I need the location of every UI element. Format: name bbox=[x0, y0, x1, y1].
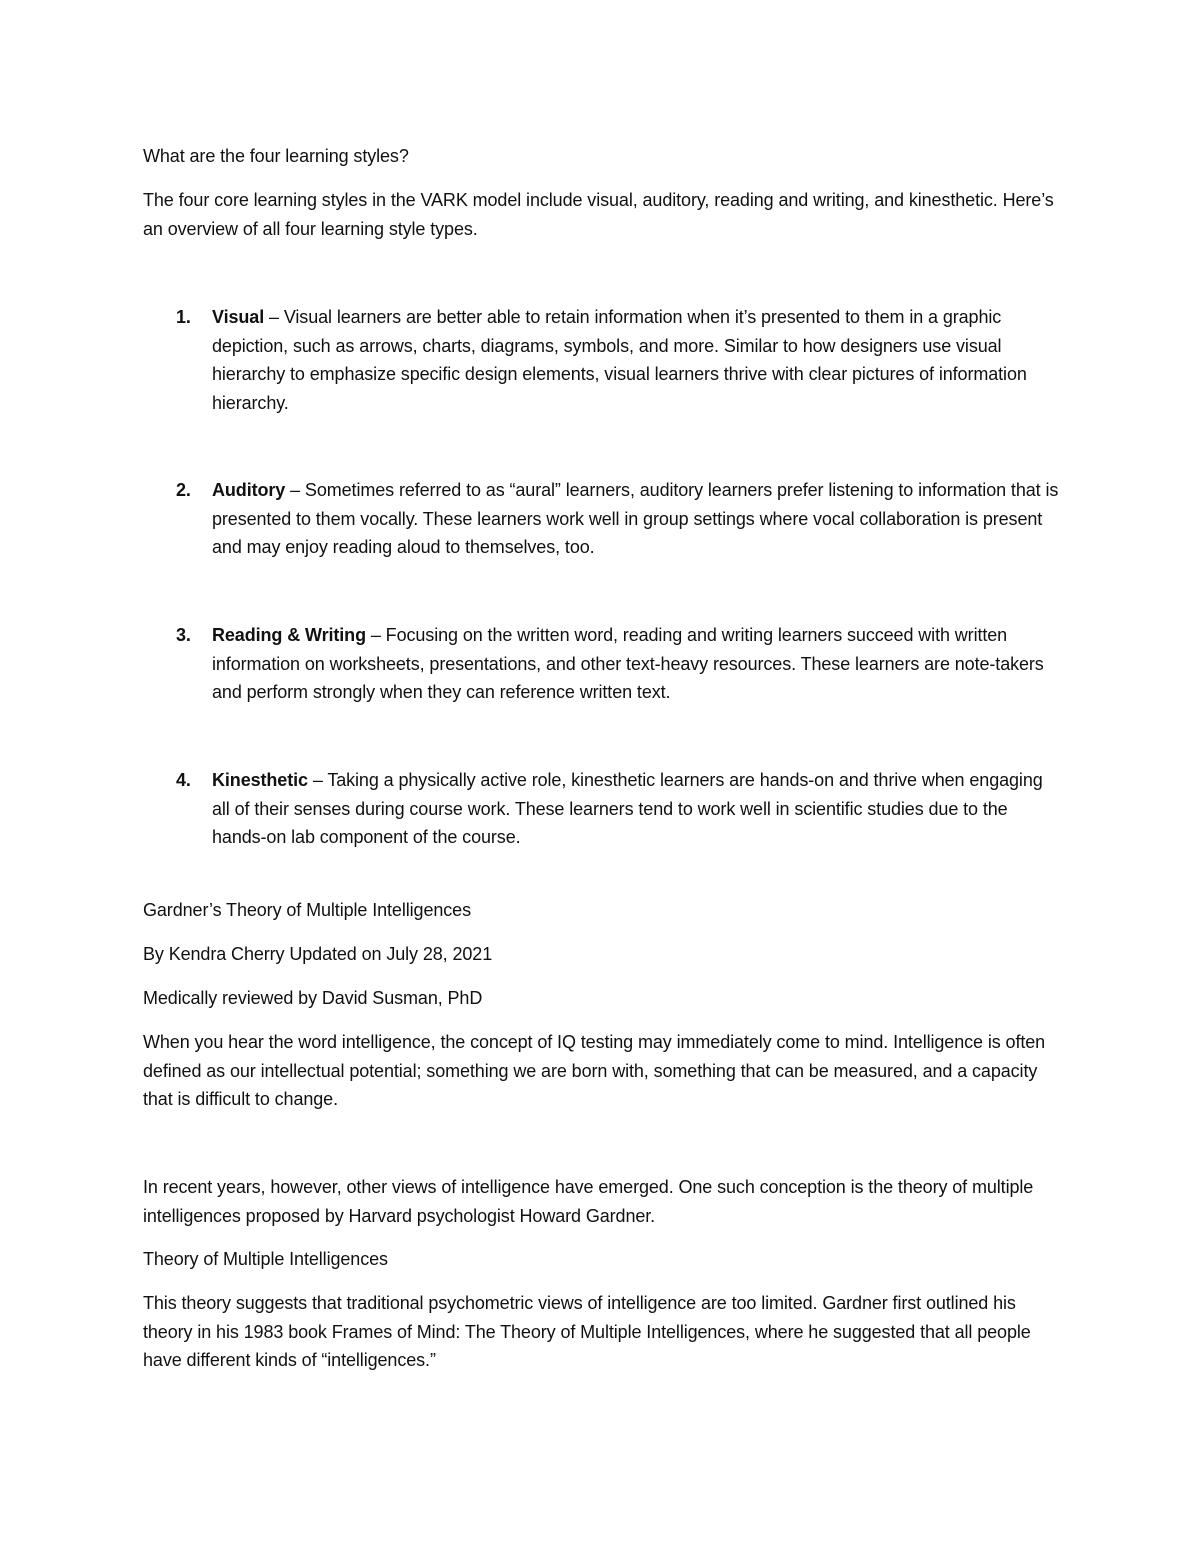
article-subheading: Theory of Multiple Intelligences bbox=[143, 1249, 388, 1269]
list-item-body bbox=[212, 476, 1063, 562]
article-reviewer: Medically reviewed by David Susman, PhD bbox=[143, 988, 483, 1008]
list-item-term: Visual bbox=[212, 307, 265, 327]
list-item bbox=[143, 303, 1063, 417]
list-item-text: – Focusing on the written word, reading and writing learners succeed with written information on worksheets, presentations, and other text-heavy resources. These learners are note-takers and perform strongly when they can reference written text. bbox=[212, 625, 1044, 702]
list-number: 3. bbox=[176, 625, 191, 645]
list-item bbox=[143, 766, 1063, 852]
list-item-body bbox=[212, 621, 1063, 707]
article-byline: By Kendra Cherry Updated on July 28, 2021 bbox=[143, 944, 493, 964]
list-item-term: Reading & Writing bbox=[212, 625, 366, 645]
list-item-body bbox=[212, 766, 1063, 852]
list-number: 2. bbox=[176, 480, 191, 500]
article-paragraph: In recent years, however, other views of intelligence have emerged. One such conception is the theory of multiple intelligences proposed by Harvard psychologist Howard Gardner. bbox=[143, 1177, 1034, 1226]
article-paragraph: This theory suggests that traditional psychometric views of intelligence are too limited. Gardner first outlined his theory in his 1983 book Frames of Mind: The Theory of Multiple Intelligences, where he suggested that all people have different kinds of “intelligences.” bbox=[143, 1293, 1031, 1370]
list-item bbox=[143, 476, 1063, 562]
intro-paragraph: The four core learning styles in the VARK model include visual, auditory, reading and writing, and kinesthetic. Here’s an overview of all four learning style types. bbox=[143, 190, 1054, 239]
list-item-text: – Taking a physically active role, kinesthetic learners are hands-on and thrive when engaging all of their senses during course work. These learners tend to work well in scientific studies due to the hands-on lab component of the course. bbox=[212, 770, 1043, 847]
learning-styles-heading: What are the four learning styles? bbox=[143, 146, 409, 166]
list-item-term: Auditory bbox=[212, 480, 286, 500]
list-item-body bbox=[212, 303, 1063, 417]
article-paragraph: When you hear the word intelligence, the concept of IQ testing may immediately come to mind. Intelligence is often defined as our intellectual potential; something we are born with, something that can be measured, and a capacity that is difficult to change. bbox=[143, 1032, 1046, 1109]
list-item-text: – Sometimes referred to as “aural” learners, auditory learners prefer listening to information that is presented to them vocally. These learners work well in group settings where vocal collaboration is present and may enjoy reading aloud to themselves, too. bbox=[212, 480, 1059, 557]
list-item bbox=[143, 621, 1063, 707]
list-item-term: Kinesthetic bbox=[212, 770, 308, 790]
article-title: Gardner’s Theory of Multiple Intelligences bbox=[143, 900, 471, 920]
list-number: 4. bbox=[176, 770, 191, 790]
list-item-text: – Visual learners are better able to retain information when it’s presented to them in a graphic depiction, such as arrows, charts, diagrams, symbols, and more. Similar to how designers use visual hierarchy to emphasize specific design elements, visual learners thrive with clear pictures of information hierarchy. bbox=[212, 307, 1027, 413]
list-number: 1. bbox=[176, 307, 191, 327]
